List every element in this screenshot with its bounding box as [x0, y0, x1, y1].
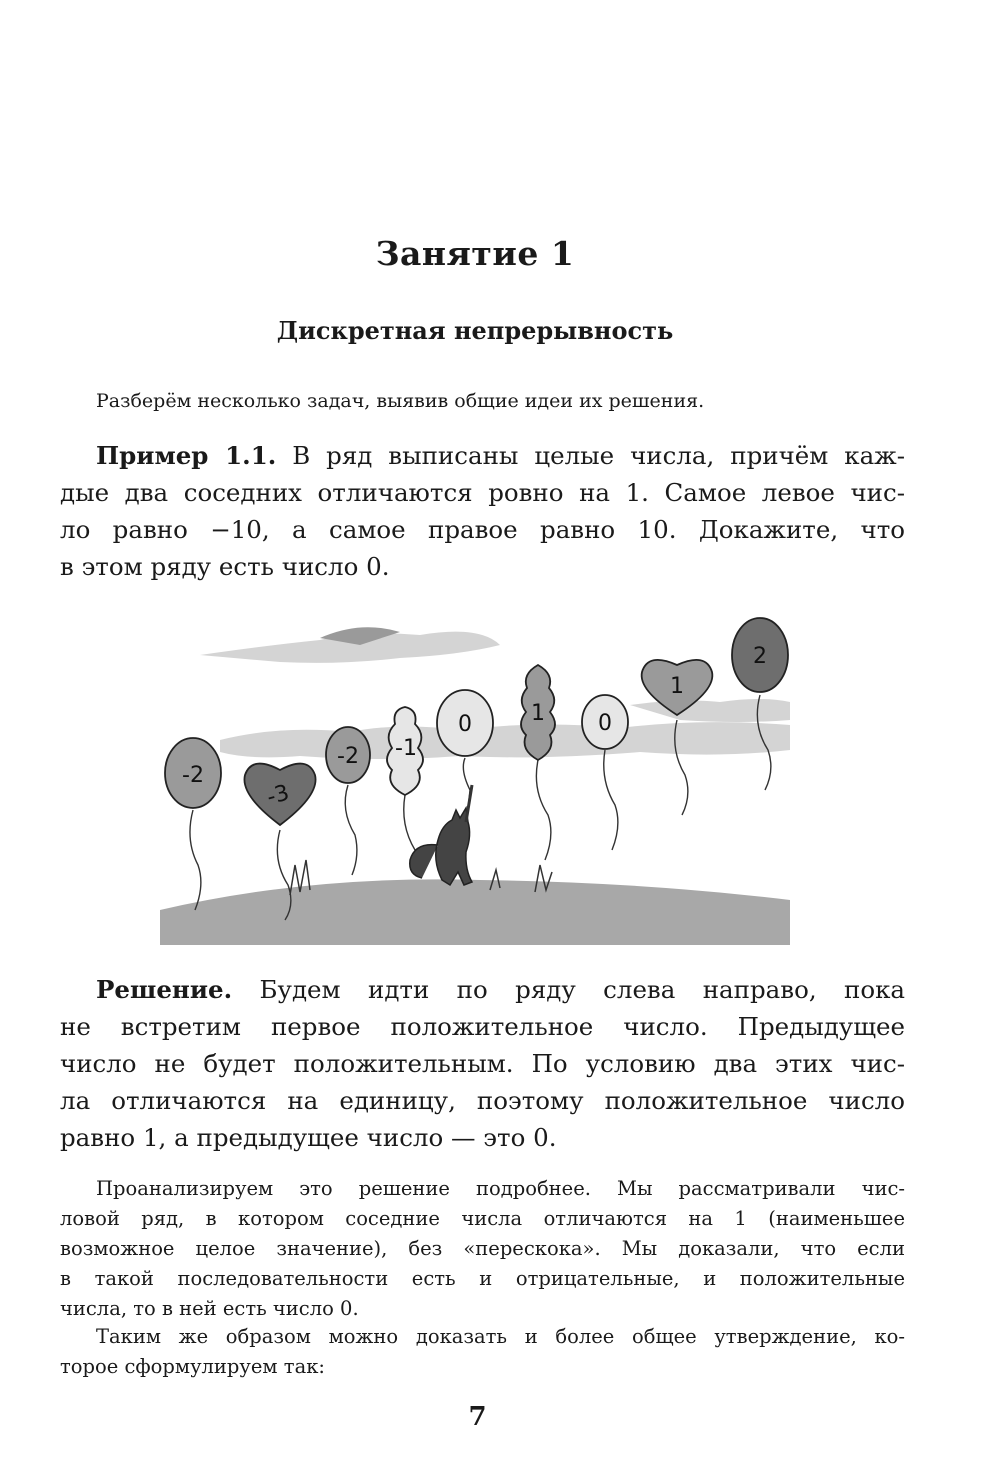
analysis-line-5: числа, то в ней есть число 0. [60, 1297, 359, 1320]
hill [160, 879, 790, 945]
balloon-label: -3 [264, 780, 292, 811]
balloon-label: 1 [670, 674, 684, 699]
conclusion-line-1: Таким же образом можно доказать и более общее утверждение, ко- [96, 1325, 905, 1348]
cat-paw [466, 785, 472, 822]
example-line-2: дые два соседних отличаются ровно на 1. Самое левое чис- [60, 478, 905, 507]
analysis-line-3: возможное целое значение), без «перескока». Мы доказали, что если [60, 1237, 905, 1260]
analysis-line-2: ловой ряд, в котором соседние числа отличаются на 1 (наименьшее [60, 1207, 905, 1230]
solution-line-2: не встретим первое положительное число. Предыдущее [60, 1012, 905, 1041]
example-label: Пример 1.1. [96, 441, 277, 470]
analysis-line-4: в такой последовательности есть и отрицательные, и положительные [60, 1267, 905, 1290]
example-line-4: в этом ряду есть число 0. [60, 552, 390, 581]
conclusion-paragraph [60, 1322, 905, 1382]
cat [410, 808, 472, 885]
analysis-line-1: Проанализируем это решение подробнее. Мы рассматривали чис- [96, 1177, 905, 1200]
balloon-label: 0 [598, 711, 612, 736]
intro-paragraph: Разберём несколько задач, выявив общие идеи их решения. [96, 390, 705, 412]
analysis-paragraph [60, 1174, 905, 1324]
solution-label: Решение. [96, 975, 233, 1004]
cloud [630, 699, 790, 722]
lesson-title: Занятие 1 [375, 234, 575, 273]
balloon-label: -1 [395, 736, 417, 761]
example-paragraph [60, 437, 905, 585]
balloon-label: 1 [531, 701, 545, 726]
solution-line-5: равно 1, а предыдущее число — это 0. [60, 1123, 557, 1152]
solution-line-1: Решение. Будем идти по ряду слева направо, пока [96, 975, 905, 1004]
solution-line-4: ла отличаются на единицу, поэтому положительное число [60, 1086, 905, 1115]
example-line-3: ло равно −10, а самое правое равно 10. Докажите, что [60, 515, 905, 544]
balloons-illustration [160, 610, 790, 945]
page-number: 7 [468, 1402, 487, 1432]
balloon-label: 0 [458, 712, 472, 737]
example-line-1: Пример 1.1. В ряд выписаны целые числа, причём каж- [96, 441, 905, 470]
topic-title: Дискретная непрерывность [276, 316, 674, 345]
balloon-label: -2 [182, 763, 204, 788]
cloud-band [220, 722, 790, 759]
balloon-label: 2 [753, 644, 767, 669]
solution-paragraph [60, 971, 905, 1156]
conclusion-line-2: торое сформулируем так: [60, 1355, 325, 1378]
balloon-label: -2 [337, 744, 359, 769]
solution-line-3: число не будет положительным. По условию два этих чис- [60, 1049, 905, 1078]
